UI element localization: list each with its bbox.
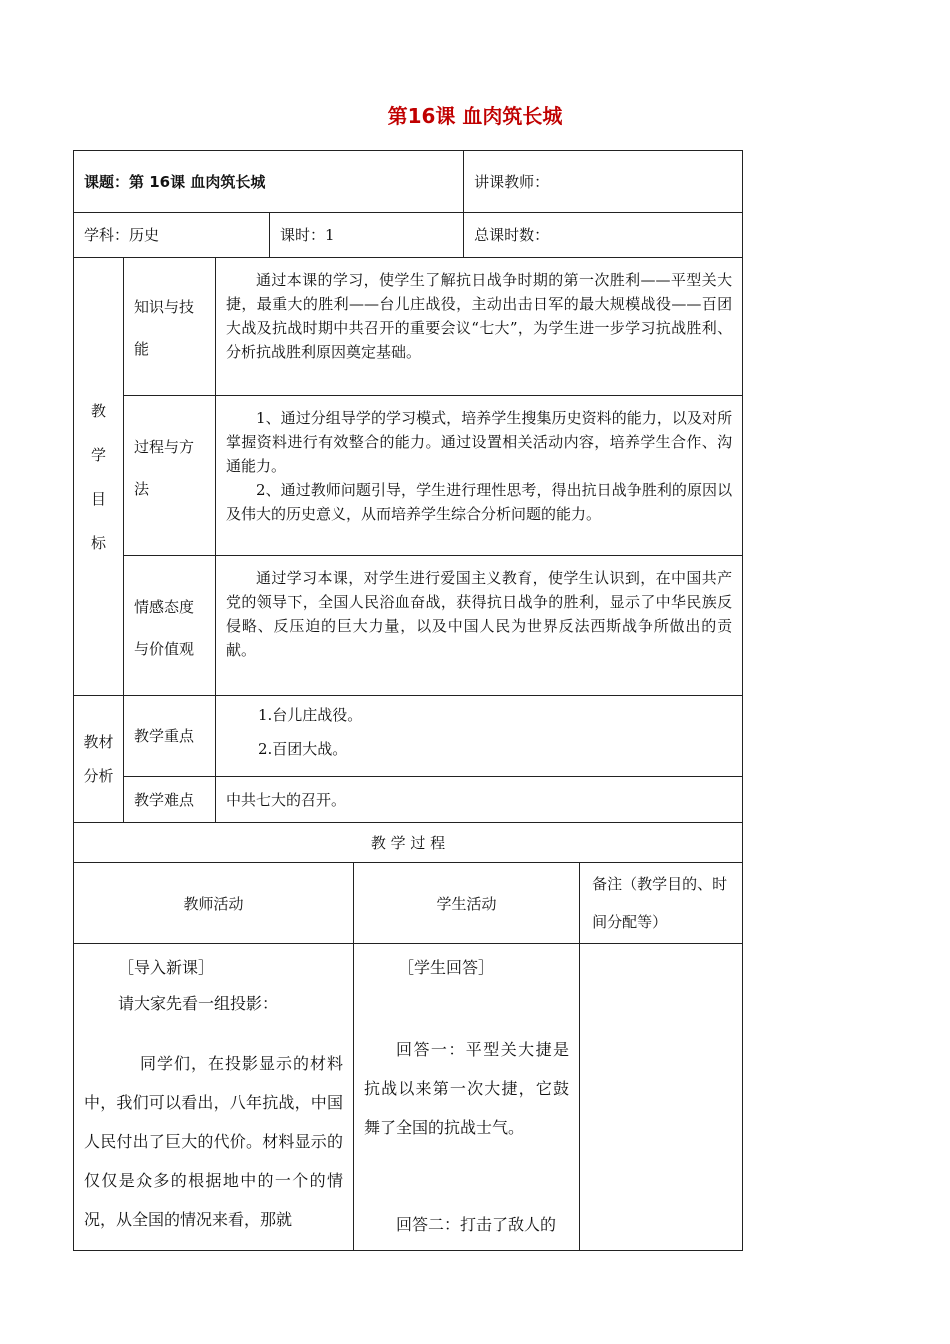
student-activity-cell [354, 944, 580, 1251]
objective-label-process: 过程与方法 [134, 438, 195, 498]
objective-label-cell [124, 556, 216, 696]
difficulty-label-cell [124, 777, 216, 823]
page-title: 第16课 血肉筑长城 [387, 104, 563, 128]
difficulty-text-cell [216, 777, 743, 823]
analysis-group-cell [74, 696, 124, 823]
hours-cell [270, 213, 464, 258]
objective-text-emotion: 通过学习本课，对学生进行爱国主义教育，使学生认识到，在中国共产党的领导下，全国人民浴血奋战，获得抗日战争的胜利，显示了中华民族反侵略、反压迫的巨大力量，以及中国人民为世界反法西斯战争所做出的贡献。 [226, 569, 733, 659]
notes-cell [580, 944, 743, 1251]
objectives-group-cell [74, 258, 124, 696]
objective-text-knowledge: 通过本课的学习，使学生了解抗日战争时期的第一次胜利——平型关大捷，最重大的胜利——台儿庄战役，主动出击日军的最大规模战役——百团大战及抗战时期中共召开的重要会议“七大”，为学生进一步学习抗战胜利、分析抗战胜利原因奠定基础。 [226, 271, 733, 361]
subject-cell [74, 213, 270, 258]
student-line: 回答一：平型关大捷是抗战以来第一次大捷，它鼓舞了全国的抗战士气。 [364, 1040, 570, 1137]
key-item: 1.台儿庄战役。 [258, 706, 363, 724]
objective-text-process-2: 2、通过教师问题引导，学生进行理性思考，得出抗日战争胜利的原因以及伟大的历史意义，从而培养学生综合分析问题的能力。 [226, 481, 733, 523]
teacher-line: 同学们，在投影显示的材料中，我们可以看出，八年抗战，中国人民付出了巨大的代价。材料显示的仅仅是众多的根据地中的一个的情况，从全国的情况来看，那就 [84, 1054, 343, 1229]
key-items-cell [216, 696, 743, 777]
col-notes-label: 备注（教学目的、时间分配等） [592, 875, 728, 931]
objectives-group-label: 教 学 目 标 [90, 401, 106, 552]
teacher-cell [464, 151, 743, 213]
key-label: 教学重点 [134, 727, 195, 745]
subject-label: 学科：历史 [84, 226, 160, 244]
key-item: 2.百团大战。 [258, 740, 348, 758]
teacher-activity-cell [74, 944, 354, 1251]
col-student-header [354, 863, 580, 944]
key-label-cell [124, 696, 216, 777]
topic-label: 课题：第 16课 血肉筑长城 [84, 172, 266, 191]
teacher-line: 请大家先看一组投影： [118, 994, 279, 1013]
difficulty-label: 教学难点 [134, 790, 195, 809]
difficulty-text: 中共七大的召开。 [226, 790, 347, 809]
col-teacher-label: 教师活动 [183, 894, 244, 913]
teacher-label: 讲课教师： [474, 172, 550, 191]
col-student-label: 学生活动 [436, 894, 497, 913]
objective-label-emotion: 情感态度与价值观 [134, 598, 195, 658]
process-heading-cell [74, 823, 743, 863]
topic-cell [74, 151, 464, 213]
student-line: ［学生回答］ [398, 958, 495, 977]
col-notes-header [580, 863, 743, 944]
total-hours-label: 总课时数： [474, 226, 550, 244]
teacher-line: ［导入新课］ [118, 958, 215, 977]
objective-label-cell [124, 258, 216, 396]
objective-text-process-1: 1、通过分组导学的学习模式，培养学生搜集历史资料的能力，以及对所掌握资料进行有效整合的能力。通过设置相关活动内容，培养学生合作、沟通能力。 [226, 409, 733, 475]
objective-label-cell [124, 396, 216, 556]
objective-text-cell [216, 258, 743, 396]
total-hours-cell [464, 213, 743, 258]
objective-label-knowledge: 知识与技能 [134, 298, 195, 358]
process-heading: 教 学 过 程 [370, 833, 446, 852]
student-line: 回答二：打击了敌人的 [396, 1215, 557, 1234]
col-teacher-header [74, 863, 354, 944]
objective-text-cell [216, 556, 743, 696]
objective-text-cell [216, 396, 743, 556]
lesson-plan-table [73, 150, 743, 1251]
hours-label: 课时：1 [280, 226, 335, 244]
analysis-group-label: 教材分析 [83, 733, 114, 785]
